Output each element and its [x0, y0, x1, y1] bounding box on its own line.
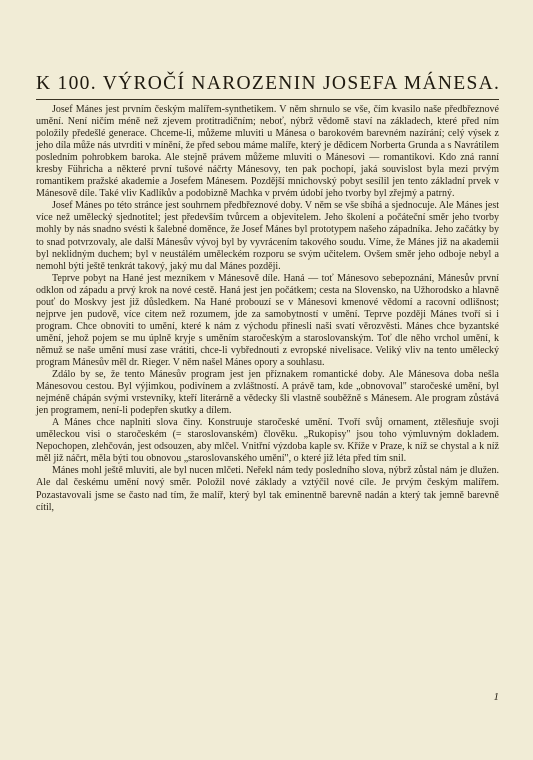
paragraph-3: Teprve pobyt na Hané jest mezníkem v Mánesově díle. Haná — toť Mánesovo sebepoznání, Mánesův první odklon od západu a prvý krok na nové cestě. Haná jest jen počátkem; cesta na Slovensko, na Užhorodsko a hlavně pouť do Moskvy jest již důsledkem. Na Hané probouzí se v Mánesovi kmenové vědomí a racovní odlišnost; nejprve jen pudově, více citem než rozumem, jde za samobytností v umění. Teprve později Mánes tvoří si i program. Chce obnoviti to umění, které k nám z východu přinesli naši svatí věrozvěsti. Mánes chce byzantské umění, jehož pojem se mu úplně kryje s uměním staročeským a staroslovanským. Toť dle něho vrchol umění, k němuž se naše umění musí zase vrátiti, chce-li vybřednouti z evropské nivelisace. Veliký vliv na tento umělecký program Mánesův měl dr. Rieger. V něm našel Mánes opory a souhlasu. — [36, 272, 499, 368]
article-title: K 100. VÝROČÍ NAROZENIN JOSEFA MÁNESA. — [36, 73, 501, 94]
paragraph-2: Josef Mánes po této stránce jest souhrnem předbřeznové doby. V něm se vše sbíhá a sjednocuje. Ale Mánes jest více než umělecký sjednotitel; jest především tvůrcem a objevitelem. Jeho školení a počáteční směr jeho tvorby mohly by nás snadno svésti k šalebné doměnce, že Josef Mánes byl prototypem našeho západníka. Jeho začátky by to snad potvrzovaly, ale další Mánesův vývoj byl by vyvrácením takového soudu. Víme, že Mánes již na akademii byl neklidným duchem; byl v neustálém uměleckém rozporu se svým učitelem. Ovšem směr jeho odboje nebyl a nemohl býti ještě tenkrát takový, jaký mu dal Mánes později. — [36, 200, 499, 272]
article-body — [36, 104, 499, 514]
paragraph-1: Josef Mánes jest prvním českým malířem-synthetikem. V něm shrnulo se vše, čím kvasilo naše předbřeznové umění. Není ničím méně než zjevem protitradičním; neboť, nýbrž vědomě staví na základech, které před ním položily předešlé generace. Chceme-li, můžeme mluviti u Mánesa o barokovém barevném nazírání; celý výsek z jeho díla může nás utvrditi v mínění, že před sebou máme malíře, který je dědicem Norberta Grunda a s Navrátilem posledním pohrobkem baroka. Ale stejně právem můžeme mluviti o Mánesovi — romantikovi. Kdo zná ranní kresby Führicha a některé první tušové náčrty Mánesovy, ten pak pochopí, jaká souvislost byla mezi prvým romantikem pražské akademie a Josefem Mánesem. Pozdější mnichovský pobyt sesílil jen tento základní prvek v Mánesově díle. Také vliv Kadlíkův a podobizně Machka v prvém údobí jeho tvorby byl zřejmý a patrný. — [36, 104, 499, 200]
page-number: 1 — [493, 691, 499, 703]
paragraph-4: Zdálo by se, že tento Mánesův program jest jen příznakem romantické doby. Ale Mánesova doba nešla Mánesovou cestou. Byl výjimkou, podivínem a zvláštností. A právě tam, kde „obnovoval" staročeské umění, byl nejméně chápán svými vrstevníky, kteří literárně a vědecky šli vlastně souběžně s Mánesem. Ale program zůstává jen programem, není-li podepřen skutky a dílem. — [36, 369, 499, 417]
title-rule — [36, 99, 499, 100]
paragraph-6: Mánes mohl ještě mluviti, ale byl nucen mlčeti. Neřekl nám tedy posledního slova, nýbrž zůstal nám je dlužen. Ale dal českému umění nový směr. Položil nové základy a vztýčil nové cíle. Je prvým českým malířem. Pozastavovali jsme se často nad tím, že malíř, který byl tak eminentně barevně nadán a který tak jemně barevně cítil, — [36, 465, 499, 513]
paragraph-5: A Mánes chce naplniti slova činy. Konstruuje staročeské umění. Tvoří svůj ornament, ztělesňuje svoji uměleckou visi o staročeském (= staroslovanském) člověku. „Rukopisy" jsou toho výmluvným dokladem. Nepochopen, zlehčován, jest odsouzen, aby mlčel. Vnitřní výzdoba kaple sv. Kříže v Praze, k níž se chystal a k níž měl již náčrt, měla býti tou obnovou „staroslovanského umění", o které již léta před tím snil. — [36, 417, 499, 465]
